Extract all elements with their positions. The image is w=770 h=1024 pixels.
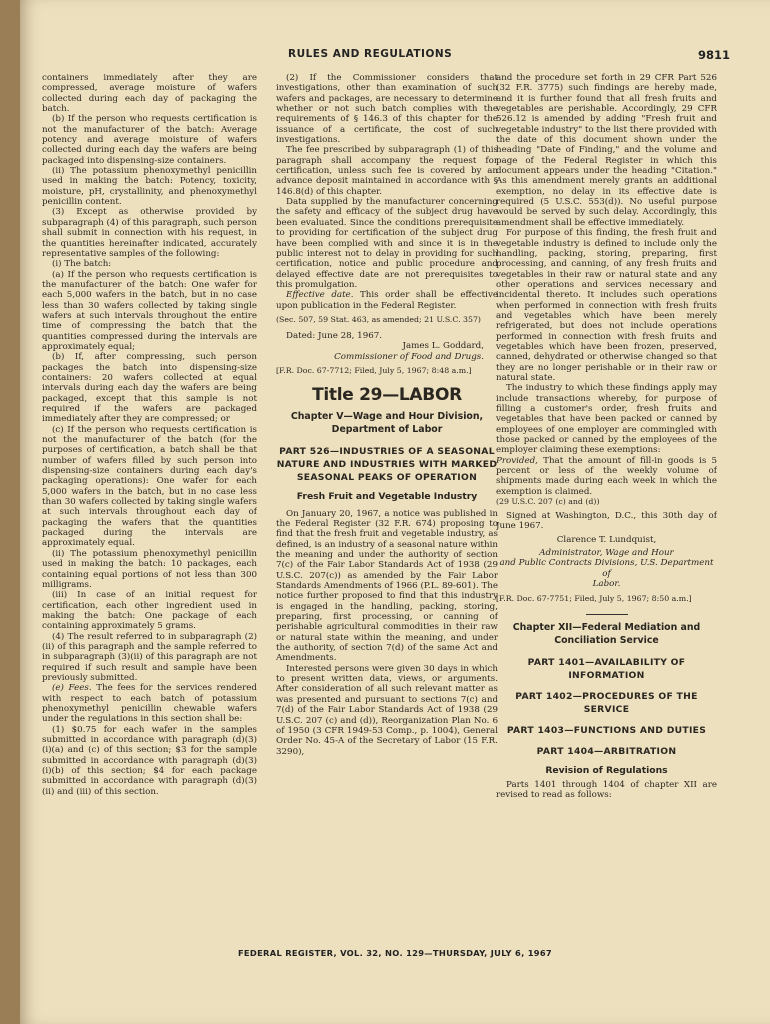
signature-title-line-1: Administrator, Wage and Hour: [539, 548, 674, 559]
title-heading: Title 29—LABOR: [312, 384, 462, 405]
paragraph: (a) If the person who requests certification is the manufacturer of the batch: One wafer for each 5,000 wafers in the batch, but in no case less than 30 wafers collected by taking single wafers at such intervals throughout the entire time of compressing the batch that the quantities compressed during the intervals are approximately equal;: [42, 269, 257, 352]
paragraph: Interested persons were given 30 days in which to present written data, views, or arguments. After consideration of all such relevant matter as was presented and pursuant to sections 7(c) and 7(d) of the Fair Labor Standards Act of 1938 (29 U.S.C. 207 (c) and (d)), Reorganization Plan No. 6 of 1950 (3 CFR 1949-53 Comp., p. 1004), General Order No. 45-A of the Secretary of Labor (15 F.R. 3290),: [276, 663, 498, 757]
fees-text: The fees for the services rendered with respect to each batch of potassium phenoxymethyl penicillin chewable wafers under the regulations in this section shall be:: [42, 683, 257, 725]
fees-heading: (e) Fees.: [52, 683, 92, 694]
paragraph: (2) If the Commissioner considers that investigations, other than examination of such wafers and packages, are necessary to determine whether or not such batch complies with the requirements of § 146.3 of this chapter for the issuance of a certificate, the cost of such investigations.: [276, 73, 498, 146]
paragraph-fees: [42, 683, 257, 724]
fr-doc-note: [F.R. Doc. 67-7712; Filed, July 5, 1967; 8:48 a.m.]: [276, 365, 472, 375]
paragraph: For purpose of this finding, the fresh fruit and vegetable industry is defined to include only the handling, packing, storing, preparing, first processing, and canning, of any fresh fruits and vegetables in their raw or natural state and any other operations and services necessary and incidental thereto. It includes such operations when performed in connection with fresh fruits and vegetables which have been merely refrigerated, but does not include operations performed in connection with fresh fruits and vegetables which have been frozen, preserved, canned, dehydrated or otherwise changed so that they are no longer perishable or in their raw or natural state.: [496, 228, 717, 383]
paragraph: (ii) The potassium phenoxymethyl penicillin used in making the batch: 10 packages, each containing equal portions of not less than 300 milligrams.: [42, 548, 257, 590]
part-heading-1404: PART 1404—ARBITRATION: [536, 745, 677, 757]
paragraph: The industry to which these findings apply may include transactions whereby, for purpose of filling a customer's order, fresh fruits and vegetables that have been packed or canned by employees of one employer are commingled with those packed or canned by the employees of the employer claiming these exemptions:: [496, 383, 717, 456]
signature-name: Clarence T. Lundquist,: [556, 534, 657, 545]
column-2: [276, 73, 498, 933]
paragraph: and the procedure set forth in 29 CFR Part 526 (32 F.R. 3775) such findings are hereby made, and it is further found that all fresh fruits and vegetables are perishable. Accordingly, 29 CFR 526.12 is amended by adding "Fresh fruit and vegetable industry" to the list there provided with the date of this document shown under the heading "Date of Finding," and the volume and page of the Federal Register in which this document appears under the heading "Citation." As this amendment merely grants an additional exemption, no delay in its effective date is required (5 U.S.C. 553(d)). No useful purpose would be served by such delay. Accordingly, this amendment shall be effective immediately.: [496, 73, 717, 228]
paragraph-provided: [496, 456, 717, 497]
citation: (Sec. 507, 59 Stat. 463, as amended; 21 U.S.C. 357): [276, 314, 481, 324]
citation: (29 U.S.C. 207 (c) and (d)): [496, 497, 600, 507]
signature-title-line-3: Labor.: [592, 579, 621, 590]
paragraph: containers immediately after they are compressed, average moisture of wafers collected during each day of packaging the batch.: [42, 73, 257, 115]
paragraph: (3) Except as otherwise provided by subparagraph (4) of this paragraph, such person shall submit in connection with his request, in the quantities hereinafter indicated, accurately representative samples of the following:: [42, 207, 257, 259]
column-3: [496, 73, 717, 933]
part-heading: PART 526—INDUSTRIES OF A SEASONAL NATURE AND INDUSTRIES WITH MARKED SEASONAL PEAKS OF OPERATION: [276, 446, 498, 484]
paragraph: (1) $0.75 for each wafer in the samples submitted in accordance with paragraph (d)(3)(i)(a) and (c) of this section; $3 for the sample submitted in accordance with paragraph (d)(3)(i)(b) of this section; $4 for each package submitted in accordance with paragraph (d)(3)(ii) and (iii) of this section.: [42, 724, 257, 797]
provided-word: Provided,: [496, 455, 538, 466]
signature-title: [276, 352, 498, 362]
running-head-title: RULES AND REGULATIONS: [288, 48, 453, 60]
signed-line: Signed at Washington, D.C., this 30th day of June 1967.: [496, 511, 717, 532]
provided-text: That the amount of fill-in goods is 5 percent or less of the weekly volume of shipments made during each week in which the exemption is claimed.: [496, 455, 717, 497]
signature-title-text: Commissioner of Food and Drugs.: [334, 351, 484, 362]
paragraph: The fee prescribed by subparagraph (1) of this paragraph shall accompany the request for certification, unless such fee is covered by an advance deposit maintained in accordance with § 146.8(d) of this chapter.: [276, 145, 498, 197]
column-1: [42, 73, 257, 933]
chapter-heading: Chapter XII—Federal Mediation and Conciliation Service: [512, 621, 701, 646]
paragraph: (iii) In case of an initial request for certification, each other ingredient used in making the batch: One package of each containing approximately 5 grams.: [42, 590, 257, 632]
paragraph: (i) The batch:: [52, 259, 112, 270]
divider: [586, 614, 628, 615]
fr-doc-note: [F.R. Doc. 67-7751; Filed, July 5, 1967; 8:50 a.m.]: [496, 593, 692, 603]
paragraph: (b) If the person who requests certification is not the manufacturer of the batch: Average potency and average moisture of wafers collected during each day the wafers are being packaged into dispensing-size containers.: [42, 114, 257, 166]
paragraph-effective-date: [276, 290, 498, 311]
effective-date-text: This order shall be effective upon publication in the Federal Register.: [276, 290, 498, 311]
dated-line: Dated: June 28, 1967.: [286, 330, 383, 341]
part-heading-1401: PART 1401—AVAILABILITY OF INFORMATION: [527, 656, 686, 681]
document-page: [20, 0, 770, 1024]
section-subheading: Fresh Fruit and Vegetable Industry: [296, 491, 478, 503]
page-number: 9811: [697, 48, 730, 62]
paragraph: Data supplied by the manufacturer concerning the safety and efficacy of the subject drug have been evaluated. Since the conditions prerequisite to providing for certification of the subject drug have been complied with and since it is in the public interest not to delay in providing for such certification, notice and public procedure and delayed effective date are not prerequisites to this promulgation.: [276, 197, 498, 290]
signature-title: [496, 548, 717, 589]
paragraph: (ii) The potassium phenoxymethyl penicillin used in making the batch: Potency, toxicity, moisture, pH, crystallinity, and phenoxymethyl penicillin content.: [42, 166, 257, 208]
part-heading-1403: PART 1403—FUNCTIONS AND DUTIES: [506, 724, 707, 736]
page-footer: FEDERAL REGISTER, VOL. 32, NO. 129—THURSDAY, JULY 6, 1967: [237, 948, 553, 958]
paragraph: (4) The result referred to in subparagraph (2)(ii) of this paragraph and the sample referred to in subparagraph (3)(ii) of this paragraph are not required if such result and sample have been previously submitted.: [42, 631, 257, 683]
paragraph: (c) If the person who requests certification is not the manufacturer of the batch (for the purposes of certification, a batch shall be that number of wafers filled by such person into dispensing-size containers during each day's packaging operations): One wafer for each 5,000 wafers in the batch, but in no case less than 30 wafers collected by taking single wafers at such intervals throughout each day of packaging the wafers that the quantities packaged during the intervals are approximately equal.: [42, 424, 257, 549]
signature-title-line-2: and Public Contracts Divisions, U.S. Department of: [499, 558, 714, 579]
signature-name: James L. Goddard,: [402, 341, 484, 352]
paragraph: On January 20, 1967, a notice was published in the Federal Register (32 F.R. 674) proposing to find that the fresh fruit and vegetable industry, as defined, is an industry of a seasonal nature within the meaning and under the authority of section 7(c) of the Fair Labor Standards Act of 1938 (29 U.S.C. 207(c)) as amended by the Fair Labor Standards Amendments of 1966 (P.L. 89-601). The notice further proposed to find that this industry is engaged in the handling, packing, storing, preparing, first processing, or canning of perishable agricultural commodities in their raw or natural state within the meaning, and under the authority, of section 7(d) of the same Act and Amendments.: [276, 508, 498, 664]
paragraph: Parts 1401 through 1404 of chapter XII are revised to read as follows:: [496, 779, 717, 801]
paragraph: (b) If, after compressing, such person packages the batch into dispensing-size containers: 20 wafers collected at equal intervals during each day the wafers are being packaged, except that this sample is not required if the wafers are packaged immediately after they are compressed; or: [42, 352, 257, 425]
revision-heading: Revision of Regulations: [545, 764, 668, 776]
part-heading-1402: PART 1402—PROCEDURES OF THE SERVICE: [515, 690, 698, 715]
running-head: [20, 48, 770, 64]
effective-date-heading: Effective date.: [286, 290, 354, 301]
chapter-heading: Chapter V—Wage and Hour Division, Department of Labor: [290, 411, 484, 436]
